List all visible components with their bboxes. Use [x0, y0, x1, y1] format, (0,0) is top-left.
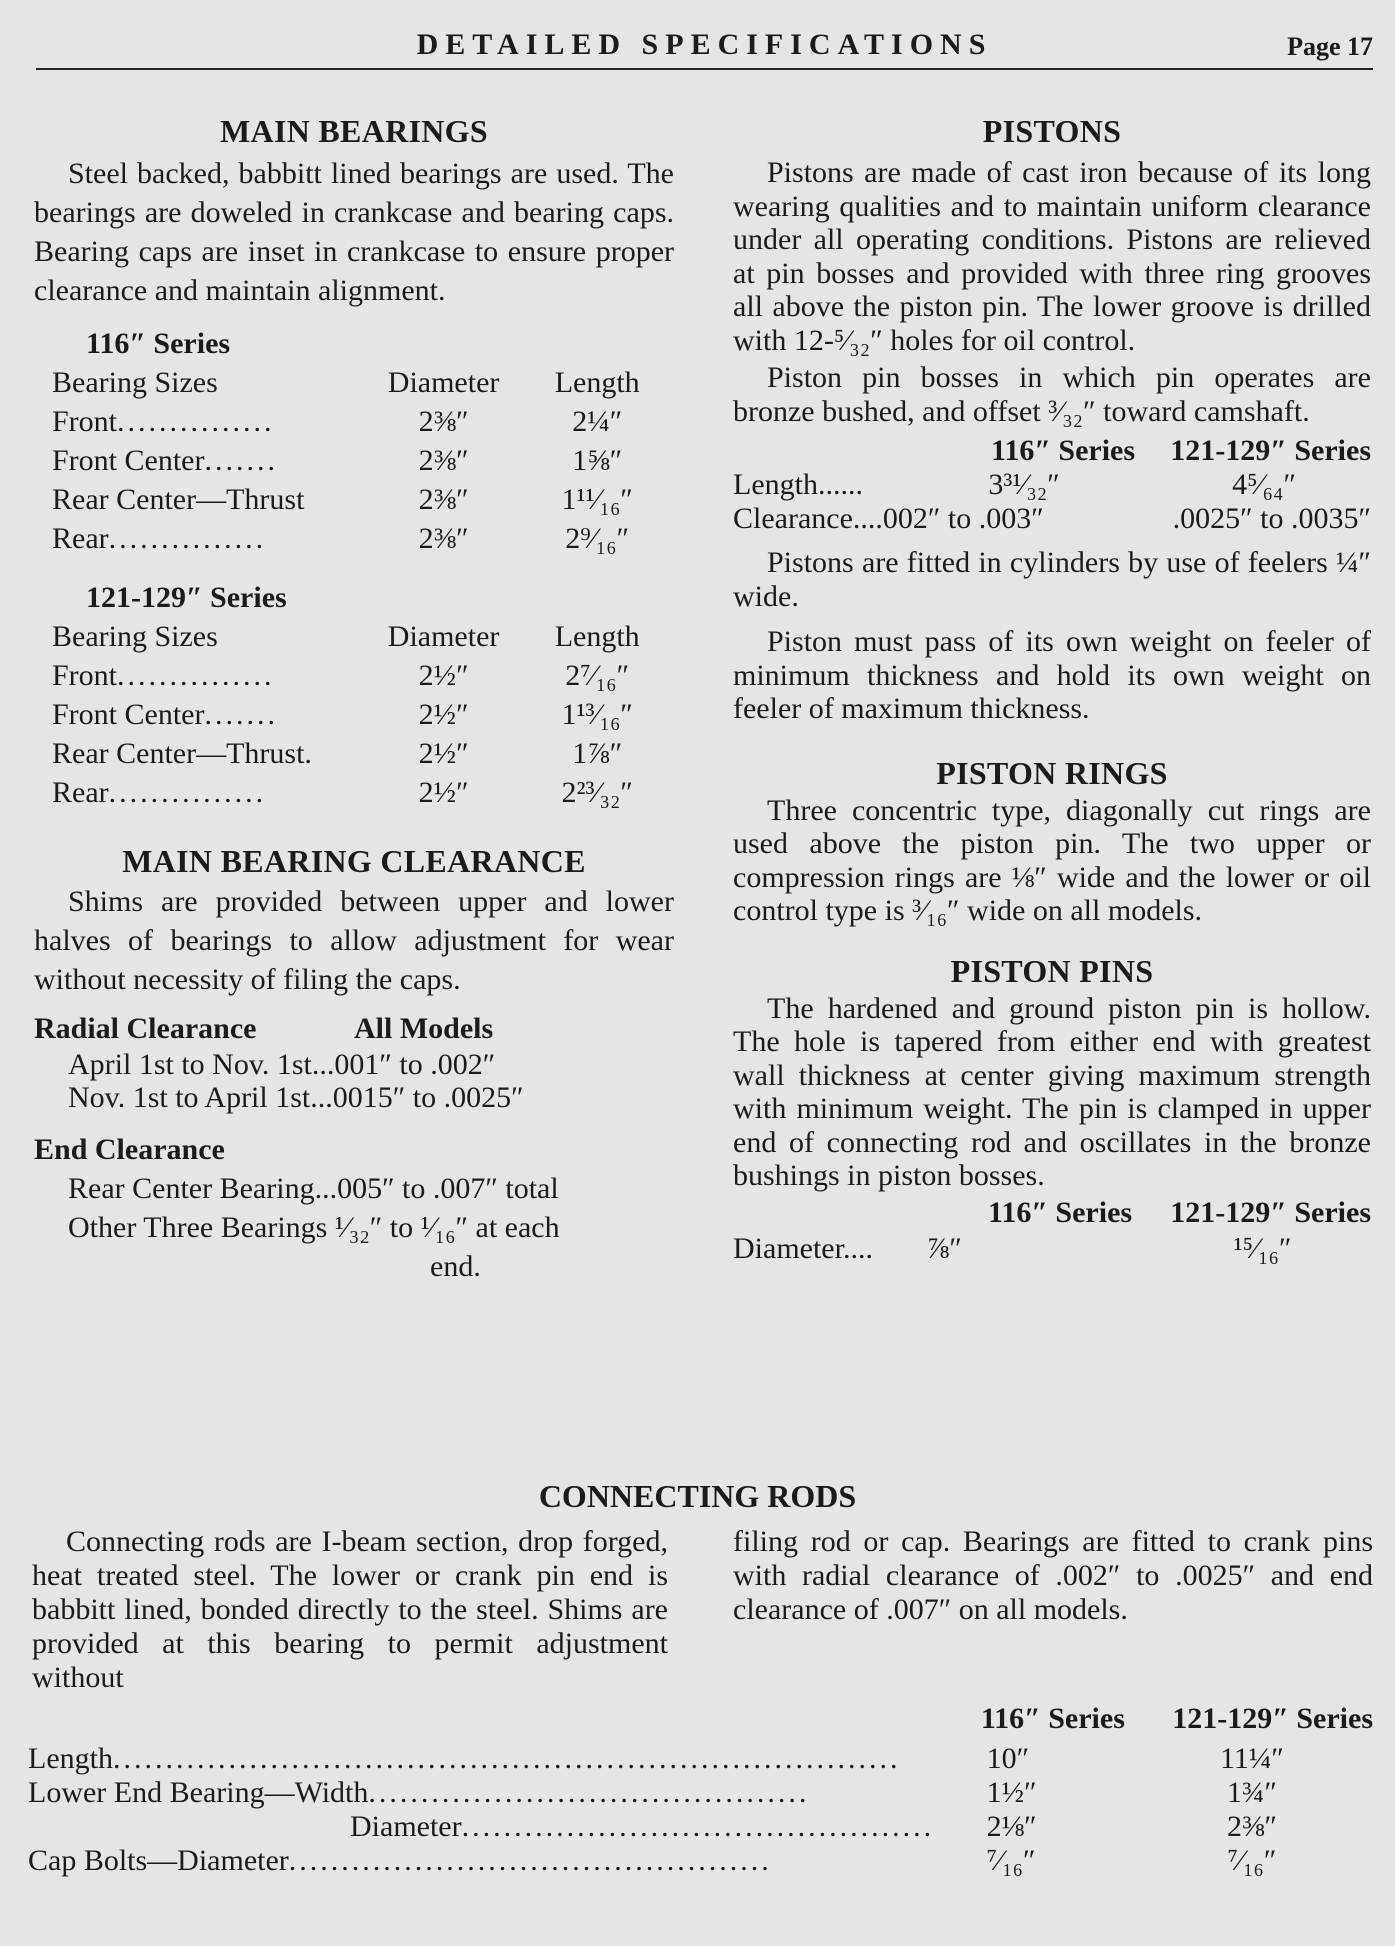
- series-116-table: [34, 363, 674, 558]
- bearing-length: 2¼″: [572, 405, 623, 438]
- length-116: 3³¹⁄₃₂″: [988, 468, 1060, 501]
- clearance-121: .0025″ to .0035″: [1172, 502, 1371, 535]
- leader-dots: ...............: [117, 659, 275, 692]
- bearing-diameter: 2½″: [418, 698, 469, 731]
- table-row: [34, 656, 674, 695]
- end-tail: end.: [430, 1250, 481, 1283]
- all-models-label: All Models: [354, 1012, 494, 1045]
- row-116: 1½″: [986, 1776, 1037, 1809]
- page-title: DETAILED SPECIFICATIONS: [416, 28, 993, 61]
- col-length: Length: [554, 366, 640, 399]
- table-row: [34, 519, 674, 558]
- bearing-length: 1¹³⁄₁₆″: [561, 698, 633, 731]
- col-bearing-sizes: Bearing Sizes: [52, 366, 218, 399]
- connecting-rods-heading: CONNECTING RODS: [538, 1478, 857, 1514]
- leader-dots: ...............: [108, 522, 267, 555]
- piston-pins-table: [733, 1195, 1371, 1267]
- bearing-length: 1¹¹⁄₁₆″: [561, 483, 633, 516]
- col-121-series: 121-129″ Series: [1172, 1702, 1373, 1735]
- left-column: [34, 110, 674, 1286]
- end-row: Other Three Bearings ¹⁄₃₂″ to ¹⁄₁₆″ at each: [68, 1211, 560, 1244]
- row-121: ⁷⁄₁₆″: [1227, 1844, 1277, 1877]
- table-row: [34, 402, 674, 441]
- bearing-name: Rear: [52, 522, 109, 555]
- series-121-title: 121-129″ Series: [86, 581, 287, 614]
- col-length: Length: [554, 620, 640, 653]
- bearing-length: 2⁹⁄₁₆″: [565, 522, 630, 555]
- main-bearings-heading: MAIN BEARINGS: [220, 113, 488, 149]
- bearing-length: 2⁷⁄₁₆″: [565, 659, 630, 692]
- header-rule: [36, 68, 1373, 70]
- radial-clearance-label: Radial Clearance: [34, 1012, 257, 1045]
- row-label: Lower End Bearing—Width: [28, 1776, 369, 1809]
- pistons-text-2: Piston pin bosses in which pin operates are bronze bushed, and offset ³⁄₃₂″ toward camshaft.: [733, 361, 1371, 428]
- length-label: Length......: [733, 468, 863, 501]
- bearing-diameter: 2½″: [418, 737, 469, 770]
- table-row: [34, 695, 674, 734]
- piston-pins-text: The hardened and ground piston pin is hollow. The hole is tapered from either end with greatest wall thickness at center giving maximum strength with minimum weight. The pin is clamped in upper end of connecting rod and oscillates in the bronze bushings in piston bosses.: [733, 991, 1371, 1192]
- table-row: Cap Bolts—Diameter.............................................. ⁷⁄₁₆″ ⁷⁄₁₆″: [28, 1844, 1373, 1878]
- length-121: 4⁵⁄₆₄″: [1232, 468, 1296, 501]
- col-116-series: 116″ Series: [990, 434, 1136, 467]
- bearing-diameter: 2⅜″: [418, 444, 469, 477]
- row-121: 2⅜″: [1226, 1810, 1277, 1843]
- main-bearings-text: Steel backed, babbitt lined bearings are used. The bearings are doweled in crankcase and bearing caps. Bearing caps are inset in crankcase to ensure proper clearance and maintain alignment.: [34, 157, 674, 307]
- bearing-diameter: 2⅜″: [418, 522, 469, 555]
- row-label: Cap Bolts—Diameter: [28, 1844, 289, 1877]
- col-diameter: Diameter: [387, 366, 500, 399]
- row-121: 11¼″: [1220, 1742, 1284, 1775]
- bearing-diameter: 2½″: [418, 659, 469, 692]
- table-row: [34, 441, 674, 480]
- bearing-diameter: 2⅜″: [418, 483, 469, 516]
- bearing-name: Rear: [52, 776, 109, 809]
- col-diameter: Diameter: [387, 620, 500, 653]
- bearing-name: Front: [52, 659, 118, 692]
- table-row: Lower End Bearing—Width.......................................... 1½″ 1¾″: [28, 1776, 1373, 1810]
- main-bearing-clearance-text: Shims are provided between upper and lower halves of bearings to allow adjustment for wear without necessity of filing the caps.: [34, 885, 674, 996]
- diameter-121: ¹⁵⁄₁₆″: [1233, 1231, 1292, 1265]
- series-121-table: [34, 617, 674, 812]
- col-121-series: 121-129″ Series: [1170, 1195, 1371, 1229]
- bearing-name: Rear Center—Thrust.: [52, 737, 312, 770]
- row-116: ⁷⁄₁₆″: [986, 1844, 1036, 1877]
- leader-dots: .......: [204, 444, 278, 477]
- table-row: Length........................................................................... 10″ 11¼″: [28, 1742, 1373, 1776]
- table-row: [34, 734, 674, 773]
- pistons-text-4: Piston must pass of its own weight on feeler of minimum thickness and hold its own weight on feeler of maximum thickness.: [733, 625, 1371, 725]
- row-121: 1¾″: [1226, 1776, 1277, 1809]
- bearing-name: Front: [52, 405, 118, 438]
- radial-row: April 1st to Nov. 1st...001″ to .002″: [68, 1048, 496, 1081]
- radial-clearance-table: [34, 1009, 674, 1048]
- leader-dots: .......: [204, 698, 278, 731]
- bearing-length: 1⅝″: [572, 444, 623, 477]
- leader-dots: ...............: [108, 776, 267, 809]
- row-116: 10″: [986, 1742, 1030, 1775]
- clearance-label: Clearance....002″ to .003″: [733, 502, 1044, 535]
- pistons-text-1: Pistons are made of cast iron because of its long wearing qualities and to maintain uniform clearance under all operating conditions. Pistons are relieved at pin bosses and provided with three ring grooves all above the piston pin. The lower groove is drilled with 12-⁵⁄₃₂″ holes for oil control.: [733, 156, 1371, 357]
- col-116-series: 116″ Series: [980, 1702, 1125, 1735]
- bearing-length: 2²³⁄₃₂″: [561, 776, 633, 809]
- row-label: Length: [28, 1742, 113, 1775]
- connecting-rods-table: [28, 1702, 1373, 1878]
- page-header: [36, 22, 1373, 70]
- diameter-label: Diameter....: [733, 1231, 873, 1265]
- end-clearance-label: End Clearance: [34, 1133, 225, 1166]
- col-bearing-sizes: Bearing Sizes: [52, 620, 218, 653]
- row-116: 2⅛″: [986, 1810, 1037, 1843]
- leader-dots: ...............: [117, 405, 275, 438]
- pistons-heading: PISTONS: [982, 113, 1122, 149]
- table-row: [34, 480, 674, 519]
- table-row: [733, 502, 1371, 536]
- bearing-name: Front Center: [52, 444, 205, 477]
- end-row: Rear Center Bearing...005″ to .007″ total: [68, 1172, 559, 1205]
- col-116-series: 116″ Series: [988, 1195, 1133, 1229]
- bearing-name: Rear Center—Thrust: [52, 483, 305, 516]
- pistons-table: [733, 434, 1371, 536]
- page-number: Page 17: [1287, 32, 1373, 61]
- table-row: [733, 468, 1371, 502]
- bearing-diameter: 2½″: [418, 776, 469, 809]
- bearing-name: Front Center: [52, 698, 205, 731]
- right-column: [733, 110, 1371, 1267]
- piston-rings-text: Three concentric type, diagonally cut rings are used above the piston pin. The two upper or compression rings are ⅛″ wide and the lower or oil control type is ³⁄₁₆″ wide on all models.: [733, 793, 1371, 927]
- table-row: [733, 1231, 1371, 1267]
- row-label: Diameter: [350, 1810, 462, 1843]
- bearing-diameter: 2⅜″: [418, 405, 469, 438]
- piston-pins-heading: PISTON PINS: [950, 952, 1154, 989]
- main-bearing-clearance-heading: MAIN BEARING CLEARANCE: [122, 843, 586, 879]
- diameter-116: ⅞″: [926, 1231, 962, 1265]
- series-116-title: 116″ Series: [86, 327, 231, 360]
- pistons-text-3: Pistons are fitted in cylinders by use of feelers ¼″ wide.: [733, 546, 1371, 613]
- bearing-length: 1⅞″: [572, 737, 623, 770]
- piston-rings-heading: PISTON RINGS: [936, 754, 1168, 791]
- radial-row: Nov. 1st to April 1st...0015″ to .0025″: [68, 1081, 524, 1114]
- connecting-rods-left-text: Connecting rods are I-beam section, drop forged, heat treated steel. The lower or crank pin end is babbitt lined, bonded directly to the steel. Shims are provided at this bearing to permit adjustment without: [32, 1525, 668, 1694]
- table-row: [34, 773, 674, 812]
- col-121-series: 121-129″ Series: [1170, 434, 1371, 467]
- table-row: Diameter............................................. 2⅛″ 2⅜″: [28, 1810, 1373, 1844]
- connecting-rods-right-text: filing rod or cap. Bearings are fitted to crank pins with radial clearance of .002″ to .0025″ and end clearance of .007″ on all models.: [733, 1525, 1373, 1626]
